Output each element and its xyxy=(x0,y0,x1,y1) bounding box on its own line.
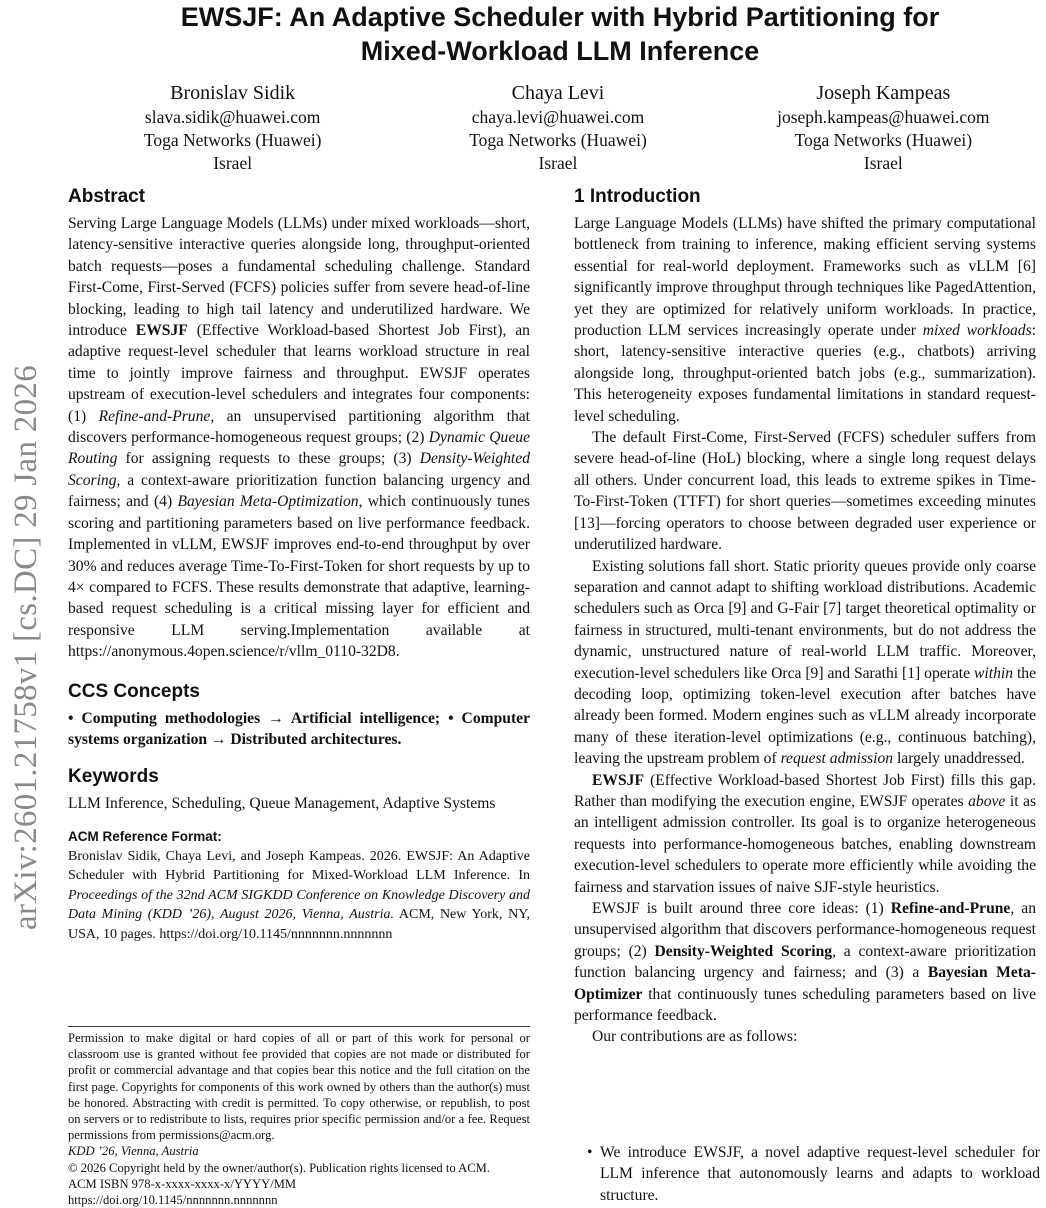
author-block xyxy=(70,80,1046,175)
intro-paragraph-3: Existing solutions fall short. Static priority queues provide only coarse separation and cannot adapt to shifting workload distributions. Academic schedulers such as Orca [9] and G-Fair [7] target theoretical optimality or fairness in structured, multi-tenant environments, but do not address the dynamic, unstructured nature of real-world LLM traffic. Moreover, execution-level schedulers like Orca [9] and Sarathi [1] operate within the decoding loop, optimizing token-level execution after batches have already been formed. Modern engines such as vLLM already incorporate many of these iteration-level optimizations (e.g., continuous batching), leaving the upstream problem of request admission largely unaddressed. xyxy=(574,557,1036,768)
keywords-text: LLM Inference, Scheduling, Queue Management, Adaptive Systems xyxy=(68,795,496,813)
title-line-2: Mixed-Workload LLM Inference xyxy=(360,36,760,66)
abstract-heading: Abstract xyxy=(68,186,146,207)
paper-title xyxy=(60,0,1046,68)
intro-paragraph-6: Our contributions are as follows: xyxy=(592,1028,798,1046)
intro-paragraph-4: EWSJF (Effective Workload-based Shortest Job First) fills this gap. Rather than modifying the execution engine, EWSJF operates above it as an intelligent admission controller. Its goal is to organize heterogeneous requests into performance-homogeneous batches, enabling downstream execution-level schedulers to operate more efficiently while avoiding the fairness and starvation issues of naive SJF-style heuristics. xyxy=(574,771,1037,896)
author-affiliation: Toga Networks (Huawei) xyxy=(469,130,647,150)
arxiv-identifier: arXiv:2601.21758v1 [cs.DC] 29 Jan 2026 xyxy=(8,364,44,930)
introduction-heading: 1 Introduction xyxy=(574,186,701,207)
author-affiliation: Toga Networks (Huawei) xyxy=(794,130,973,150)
bullet-icon: • xyxy=(587,1144,593,1161)
acm-reference-heading: ACM Reference Format: xyxy=(68,828,222,844)
author-name: Joseph Kampeas xyxy=(816,82,951,104)
author-country: Israel xyxy=(538,153,578,173)
author-3 xyxy=(721,80,1046,175)
bullet-text: We introduce EWSJF, a novel adaptive request-level scheduler for LLM inference that autonomously learns and adapts to workload structure. xyxy=(600,1144,1040,1204)
contribution-bullet xyxy=(587,1142,1040,1206)
author-country: Israel xyxy=(863,153,903,173)
author-email: slava.sidik@huawei.com xyxy=(144,107,321,127)
isbn: ACM ISBN 978-x-xxxx-xxxx-x/YYYY/MM xyxy=(68,1176,297,1191)
author-2 xyxy=(395,80,720,175)
ccs-heading: CCS Concepts xyxy=(68,680,200,702)
author-name: Chaya Levi xyxy=(511,82,605,104)
author-email: chaya.levi@huawei.com xyxy=(471,107,645,127)
acm-reference-text: Bronislav Sidik, Chaya Levi, and Joseph Kampeas. 2026. EWSJF: An Adaptive Scheduler with Hybrid Partitioning for Mixed-Workload LLM Inference. In Proceedings of the 32nd ACM SIGKDD Conference on Knowledge Discovery and Data Mining (KDD ’26), August 2026, Vienna, Austria. ACM, New York, NY, USA, 10 pages. https://doi.org/10.1145/nnnnnnn.nnnnnnn xyxy=(68,848,531,942)
intro-paragraph-2: The default First-Come, First-Served (FCFS) scheduler suffers from severe head-of-line (HoL) blocking, where a single long request delays all others. Under concurrent load, this leads to extreme spikes in Time-To-First-Token (TTFT) for short queries—sometimes exceeding minutes [13]—forcing operators to choose between degraded user experience or underutilized hardware. xyxy=(574,429,1036,554)
author-name: Bronislav Sidik xyxy=(170,82,296,104)
intro-paragraph-1: Large Language Models (LLMs) have shifted the primary computational bottleneck from training to inference, making efficient serving systems essential for real-world deployment. Frameworks such as vLLM [6] significantly improve throughput through techniques like PagedAttention, yet they are optimized for relatively uniform workloads. In practice, production LLM services increasingly operate under mixed workloads: short, latency-sensitive interactive queries (e.g., chatbots) arriving alongside long, throughput-oriented batch jobs (e.g., summarization). This heterogeneity exposes fundamental limitations in standard request-level scheduling. xyxy=(574,215,1036,425)
intro-paragraph-5: EWSJF is built around three core ideas: (1) Refine-and-Prune, an unsupervised algorithm that discovers performance-homogeneous request groups; (2) Density-Weighted Scoring, a context-aware prioritization function balancing urgency and fairness; and (3) a Bayesian Meta-Optimizer that continuously tunes scheduling parameters based on live performance feedback. xyxy=(574,900,1036,1025)
permission-block xyxy=(68,1026,530,1208)
abstract-text: Serving Large Language Models (LLMs) under mixed workloads—short, latency-sensitive interactive queries alongside long, throughput-oriented batch requests—poses a fundamental scheduling challenge. Standard First-Come, First-Served (FCFS) policies suffer from severe head-of-line blocking, leading to high tail latency and underutilized hardware. We introduce EWSJF (Effective Workload-based Shortest Job First), an adaptive request-level scheduler that learns workload structure in real time to jointly improve fairness and throughput. EWSJF operates upstream of execution-level schedulers and integrates four components: (1) Refine-and-Prune, an unsupervised partitioning algorithm that discovers performance-homogeneous request groups; (2) Dynamic Queue Routing for assigning requests to these groups; (3) Density-Weighted Scoring, a context-aware prioritization function balancing urgency and fairness; and (4) Bayesian Meta-Optimization, which continuously tunes scoring and partitioning parameters based on live performance feedback. Implemented in vLLM, EWSJF improves end-to-end throughput by over 30% and reduces average Time-To-First-Token for short requests by up to 4× compared to FCFS. These results demonstrate that adaptive, learning-based request scheduling is a critical missing layer for efficient and responsive LLM serving.Implementation available at https://anonymous.4open.science/r/vllm_0110-32D8. xyxy=(68,215,530,661)
title-line-1: EWSJF: An Adaptive Scheduler with Hybrid Partitioning for xyxy=(180,2,940,32)
venue: KDD ’26, Vienna, Austria xyxy=(68,1144,199,1159)
ccs-concepts: • Computing methodologies → Artificial intelligence; • Computer systems organization → Distributed architectures. xyxy=(68,709,530,748)
author-email: joseph.kampeas@huawei.com xyxy=(777,107,990,127)
doi-link[interactable]: https://doi.org/10.1145/nnnnnnn.nnnnnnn xyxy=(68,1193,278,1208)
copyright: © 2026 Copyright held by the owner/author(s). Publication rights licensed to ACM. xyxy=(68,1160,490,1175)
author-1 xyxy=(70,80,395,175)
left-column xyxy=(68,184,530,944)
author-affiliation: Toga Networks (Huawei) xyxy=(143,130,322,150)
author-country: Israel xyxy=(213,153,253,173)
right-column xyxy=(574,184,1036,1048)
permission-notice: Permission to make digital or hard copies of all or part of this work for personal or classroom use is granted without fee provided that copies are not made or distributed for profit or commercial advantage and that copies bear this notice and the full citation on the first page. Copyrights for components of this work owned by others than the author(s) must be honored. Abstracting with credit is permitted. To copy otherwise, or republish, to post on servers or to redistribute to lists, requires prior specific permission and/or a fee. Request permissions from permissions@acm.org. xyxy=(68,1031,530,1143)
keywords-heading: Keywords xyxy=(68,766,159,788)
